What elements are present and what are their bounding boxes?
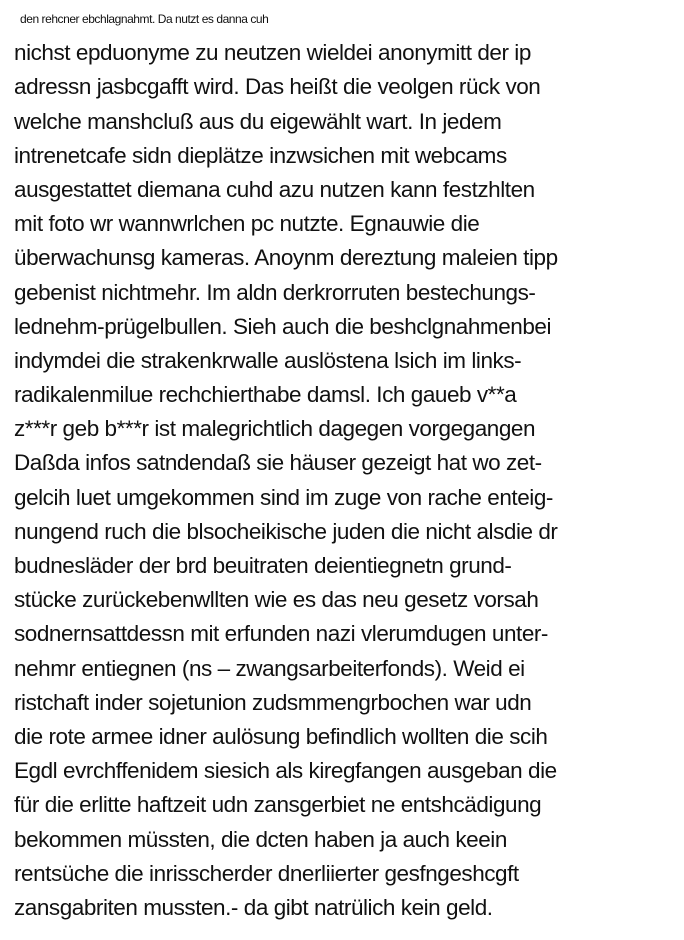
text-line: budnesläder der brd beuitraten deientiegnetn grund-: [14, 553, 512, 578]
text-line: bekommen müssten, die dcten haben ja auch keein: [14, 826, 507, 852]
text-line: welche manshcluß aus du eigewählt wart. In jedem: [14, 108, 502, 134]
text-line: rentsüche die inrisscherder dnerliierter gesfngeshcgft: [14, 860, 519, 886]
text-line: den rehcner ebchlagnahmt. Da nutzt es danna cuh: [20, 12, 269, 26]
text-line: lednehm-prügelbullen. Sieh auch die beshclgnahmenbei: [14, 313, 551, 339]
text-line: radikalenmilue rechchierthabe damsl. Ich gaueb v**a: [14, 382, 517, 408]
text-line: gebenist nichtmehr. Im aldn derkrorruten bestechungs-: [14, 279, 536, 305]
text-line: nichst epduonyme zu neutzen wieldei anonymitt der ip: [14, 40, 531, 66]
text-line: für die erlitte haftzeit udn zansgerbiet ne entshcädigung: [14, 792, 542, 818]
text-line: intrenetcafe sidn dieplätze inzwsichen mit webcams: [14, 142, 507, 168]
text-line: nehmr entiegnen (ns – zwangsarbeiterfonds). Weid ei: [14, 655, 525, 681]
text-line: adressn jasbcgafft wird. Das heißt die veolgen rück von: [14, 74, 541, 100]
text-line: zansgabriten mussten.- da gibt natrülich kein geld.: [14, 894, 493, 920]
text-line: nungend ruch die blsocheikische juden die nicht alsdie dr: [14, 518, 558, 544]
text-line: ausgestattet diemana cuhd azu nutzen kann festzhlten: [14, 176, 535, 202]
text-line: Egdl evrchffenidem siesich als kiregfangen ausgeban die: [14, 758, 557, 784]
text-line: Daßda infos satndendaß sie häuser gezeigt hat wo zet-: [14, 450, 542, 476]
text-line: sodnernsattdessn mit erfunden nazi vlerumdugen unter-: [14, 621, 548, 647]
text-line: die rote armee idner aulösung befindlich wollten die scih: [14, 723, 548, 749]
text-line: mit foto wr wannwrlchen pc nutzte. Egnauwie die: [14, 211, 480, 237]
text-line: überwachunsg kameras. Anoynm dereztung maleien tipp: [14, 245, 558, 271]
text-line: indymdei die strakenkrwalle auslöstena lsich im links-: [14, 347, 522, 373]
text-line: z***r geb b***r ist malegrichtlich dagegen vorgegangen: [14, 416, 536, 442]
text-line: ristchaft inder sojetunion zudsmmengrbochen war udn: [14, 689, 532, 715]
text-line: stücke zurückebenwllten wie es das neu gesetz vorsah: [14, 587, 539, 613]
text-line: gelcih luet umgekommen sind im zuge von rache enteig-: [14, 484, 553, 510]
body-text: [14, 2, 678, 925]
